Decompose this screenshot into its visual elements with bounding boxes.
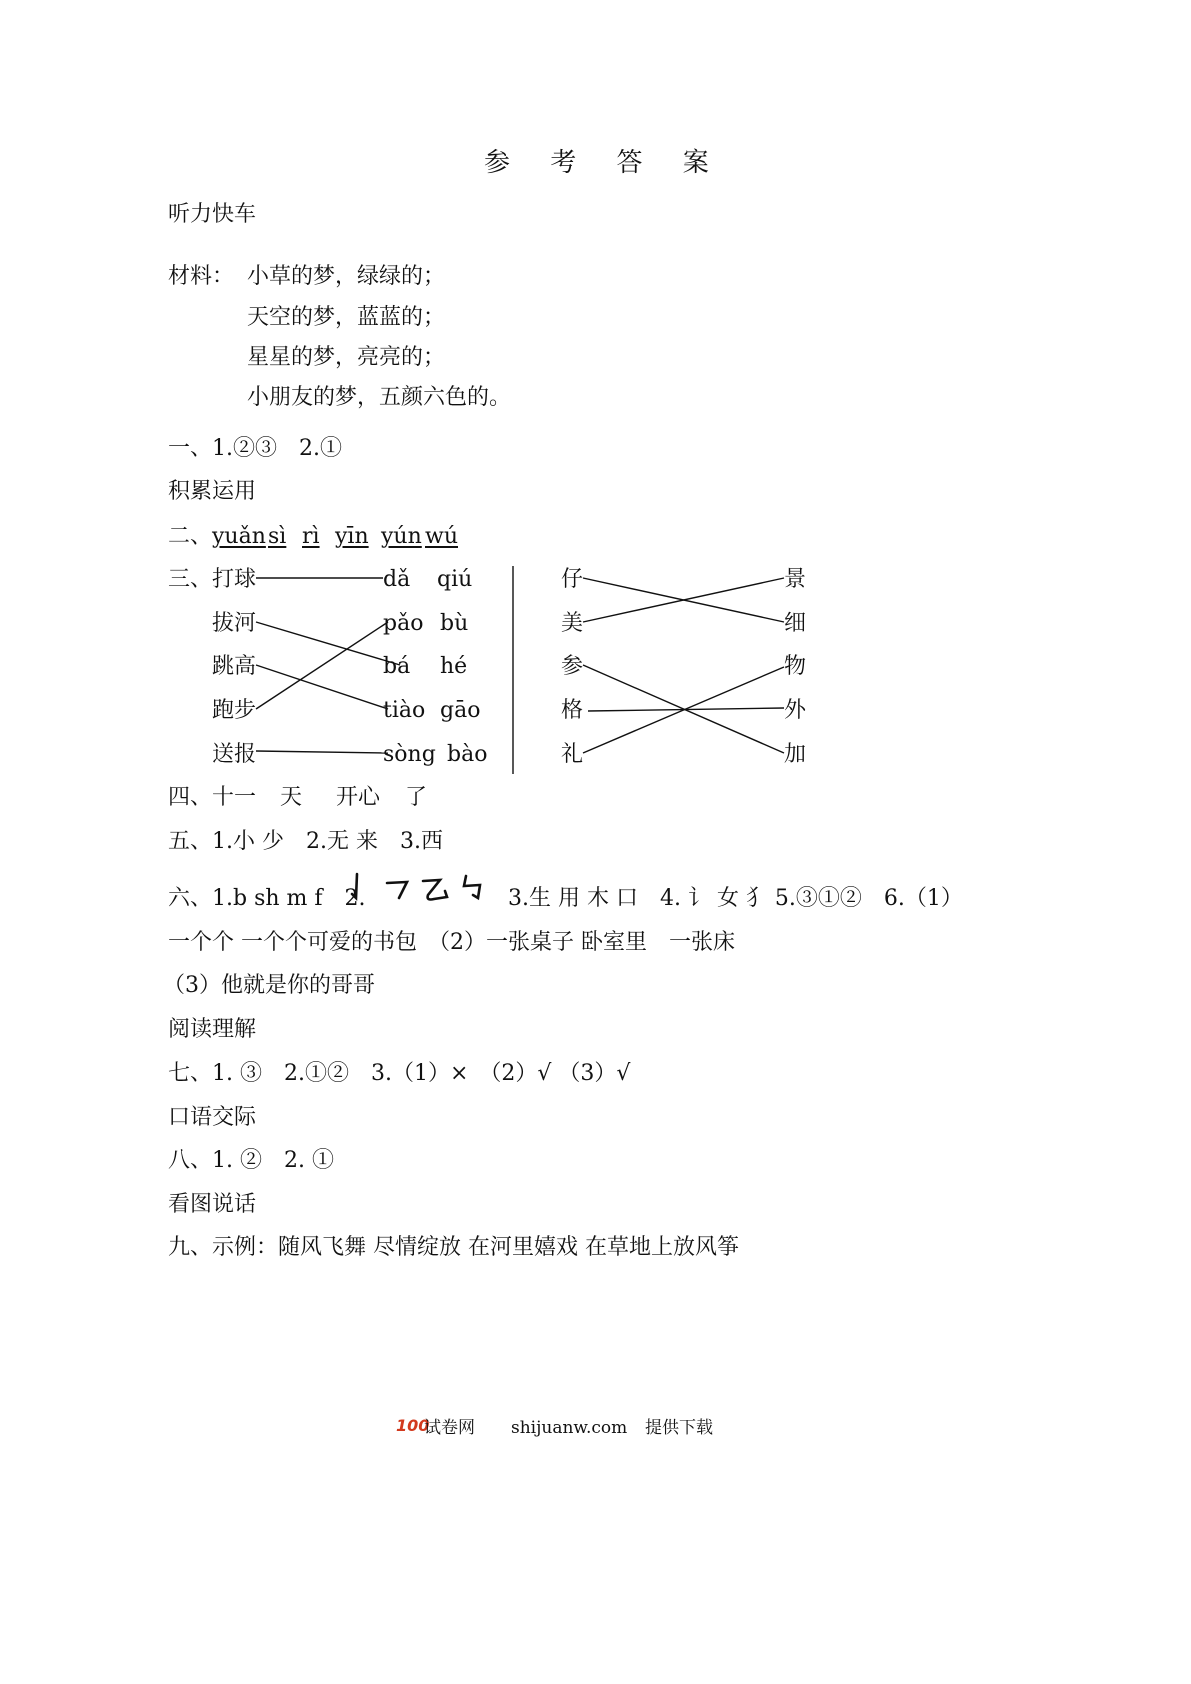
answer-q6-start: 六、1.b sh m f 2. <box>168 886 366 911</box>
match-line <box>256 751 388 753</box>
answer-q6-rest: 3.生 用 木 口 4. 讠 女 犭 5.③①② 6.（1） <box>508 886 963 911</box>
pinyin-answer: yún <box>381 524 422 549</box>
site-logo: 100 <box>396 1416 430 1435</box>
match-char: 仔 <box>561 567 584 592</box>
site-url[interactable]: shijuanw.com <box>511 1418 628 1438</box>
answer-q7: 七、1. ③ 2.①② 3.（1）× （2）√ （3）√ <box>168 1061 631 1086</box>
stroke-hengzhe-icon <box>385 878 411 902</box>
pinyin-answer: wú <box>425 524 458 549</box>
match-line <box>583 578 784 622</box>
site-name: 试卷网 <box>424 1418 475 1438</box>
match-word: 打球 <box>212 567 257 592</box>
section-heading-oral: 口语交际 <box>168 1105 257 1130</box>
match-pinyin: pǎo <box>383 611 424 636</box>
match-line <box>256 622 388 709</box>
answer-q8: 八、1. ② 2. ① <box>168 1148 334 1173</box>
match-pinyin: bù <box>440 611 469 636</box>
answer-q2-label: 二、 <box>168 524 213 549</box>
match-pinyin: dǎ <box>383 567 411 592</box>
match-pinyin: sòng <box>383 742 436 767</box>
pinyin-answer: rì <box>302 524 320 549</box>
pinyin-answer: yīn <box>335 524 369 549</box>
material-line: 天空的梦，蓝蓝的； <box>247 305 446 330</box>
match-pinyin: bào <box>447 742 488 767</box>
match-char: 美 <box>561 611 584 636</box>
pinyin-answer: sì <box>268 524 287 549</box>
answer-q3-label: 三、 <box>168 567 213 592</box>
match-line <box>256 622 400 665</box>
material-label: 材料： <box>168 264 235 289</box>
footer-note: 提供下载 <box>645 1418 713 1438</box>
match-line <box>256 665 388 709</box>
match-word: 跑步 <box>212 698 257 723</box>
match-pinyin: gāo <box>440 698 481 723</box>
match-char: 加 <box>784 742 807 767</box>
section-heading-listening: 听力快车 <box>168 202 257 227</box>
stroke-shu-icon <box>349 872 365 902</box>
answer-q4-part: 了 <box>405 785 428 810</box>
section-heading-reading: 阅读理解 <box>168 1017 257 1042</box>
stroke-hengzhewangou-icon <box>420 875 450 903</box>
match-pinyin: bá <box>383 654 411 679</box>
match-char: 礼 <box>561 742 584 767</box>
match-word: 拔河 <box>212 611 257 636</box>
match-char: 细 <box>784 611 807 636</box>
pinyin-answer: yuǎn <box>212 524 266 549</box>
match-char: 格 <box>561 698 584 723</box>
section-heading-picture: 看图说话 <box>168 1192 257 1217</box>
answer-q6-line2: 一个个 一个个可爱的书包 （2）一张桌子 卧室里 一张床 <box>168 930 735 955</box>
match-pinyin: hé <box>440 654 468 679</box>
answer-q5: 五、1.小 少 2.无 来 3.西 <box>168 829 443 854</box>
match-char: 参 <box>561 654 584 679</box>
page-title: 参 考 答 案 <box>484 148 725 178</box>
stroke-shuzhezhegou-icon <box>460 874 486 902</box>
answer-q1: 一、1.②③ 2.① <box>168 436 342 461</box>
answer-q9: 九、示例：随风飞舞 尽情绽放 在河里嬉戏 在草地上放风筝 <box>168 1235 739 1260</box>
match-line <box>583 578 784 622</box>
match-word: 跳高 <box>212 654 257 679</box>
answer-q6-line3: （3）他就是你的哥哥 <box>163 973 375 998</box>
material-line: 小草的梦，绿绿的； <box>247 264 446 289</box>
section-heading-accumulation: 积累运用 <box>168 479 257 504</box>
material-line: 星星的梦，亮亮的； <box>247 345 446 370</box>
match-word: 送报 <box>212 742 257 767</box>
answer-q4-part: 开心 <box>336 785 381 810</box>
match-char: 景 <box>784 567 807 592</box>
match-char: 物 <box>784 654 807 679</box>
material-line: 小朋友的梦，五颜六色的。 <box>247 385 512 410</box>
answer-q4-part: 天 <box>280 785 303 810</box>
match-line <box>583 667 784 753</box>
match-char: 外 <box>784 698 807 723</box>
answer-q4-part: 四、十一 <box>168 785 257 810</box>
match-line <box>583 665 784 753</box>
match-pinyin: tiào <box>383 698 426 723</box>
match-pinyin: qiú <box>437 567 473 592</box>
match-line <box>588 708 784 711</box>
